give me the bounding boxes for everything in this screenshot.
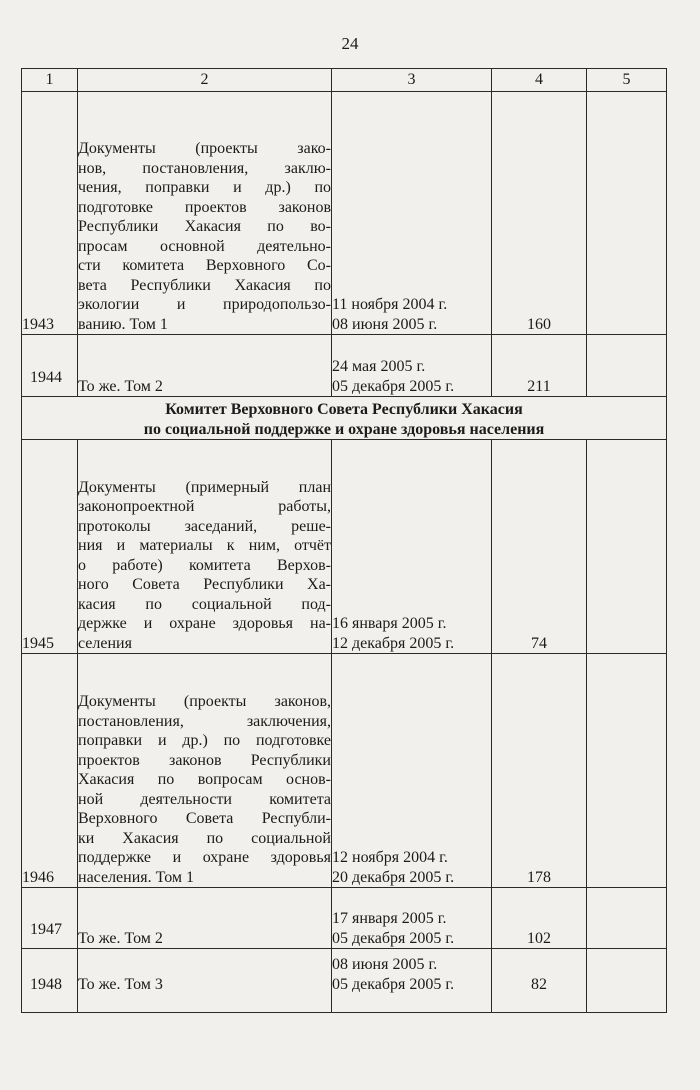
file-number: 1944 <box>22 335 78 397</box>
table-row <box>22 440 667 654</box>
file-title-line: селения <box>78 634 132 652</box>
column-number-header-row <box>22 69 667 92</box>
date-start: 24 мая 2005 г. <box>332 358 426 375</box>
date-end: 20 декабря 2005 г. <box>332 868 455 886</box>
date-end: 05 декабря 2005 г. <box>332 377 455 395</box>
file-title-line: Документы (примерный план <box>78 478 331 496</box>
archive-register-table <box>21 68 667 1013</box>
file-title-line: То же. Том 2 <box>78 377 163 395</box>
file-number: 1946 <box>22 654 78 888</box>
notes-cell <box>587 654 667 888</box>
file-title <box>78 654 332 888</box>
date-start: 08 июня 2005 г. <box>332 956 438 973</box>
file-title-line: держке и охране здоровья на- <box>78 615 331 632</box>
table-row <box>22 92 667 335</box>
file-title <box>78 440 332 654</box>
file-number: 1947 <box>22 888 78 949</box>
file-dates <box>332 440 492 654</box>
column-header-1: 1 <box>22 69 78 92</box>
file-title-line: протоколы заседаний, реше- <box>78 517 331 535</box>
section-heading <box>22 397 667 440</box>
file-title-line: чения, поправки и др.) по <box>78 179 331 196</box>
file-title-line: экологии и природопользо- <box>78 296 331 313</box>
date-end: 05 декабря 2005 г. <box>332 929 455 947</box>
date-start: 11 ноября 2004 г. <box>332 296 448 313</box>
notes-cell <box>587 440 667 654</box>
file-dates <box>332 92 492 335</box>
section-heading-line: по социальной поддержке и охране здоровья населения <box>143 420 545 438</box>
file-title <box>78 888 332 949</box>
date-end: 05 декабря 2005 г. <box>332 975 455 993</box>
file-title-line: То же. Том 2 <box>78 929 163 947</box>
file-dates <box>332 654 492 888</box>
file-title-line: нов, постановления, заклю- <box>78 159 331 177</box>
date-end: 12 декабря 2005 г. <box>332 634 455 652</box>
file-title-line: законопроектной работы, <box>78 498 331 515</box>
date-start: 16 января 2005 г. <box>332 615 447 632</box>
file-title-line: ки Хакасия по социальной <box>78 829 331 847</box>
sheet-count: 74 <box>492 440 587 654</box>
date-start: 12 ноября 2004 г. <box>332 849 448 866</box>
file-title-line: Документы (проекты законов, <box>78 693 331 710</box>
file-title-line: вета Республики Хакасия по <box>78 276 331 294</box>
notes-cell <box>587 92 667 335</box>
notes-cell <box>587 888 667 949</box>
file-title-line: ванию. Том 1 <box>78 315 168 333</box>
sheet-count: 178 <box>492 654 587 888</box>
notes-cell <box>587 949 667 1013</box>
file-title-line: Хакасия по вопросам основ- <box>78 771 331 788</box>
file-title-line: подготовке проектов законов <box>78 198 331 216</box>
file-title-line: ной деятельности комитета <box>78 790 331 808</box>
file-dates <box>332 335 492 397</box>
file-title-line: ного Совета Республики Ха- <box>78 576 331 593</box>
sheet-count: 82 <box>492 949 587 1013</box>
notes-cell <box>587 335 667 397</box>
file-title <box>78 949 332 1013</box>
file-number: 1948 <box>22 949 78 1013</box>
file-title-line: ния и материалы к ним, отчёт <box>78 537 331 554</box>
table-row <box>22 335 667 397</box>
sheet-count: 211 <box>492 335 587 397</box>
sheet-count: 160 <box>492 92 587 335</box>
file-title-line: просам основной деятельно- <box>78 237 331 255</box>
file-number: 1943 <box>22 92 78 335</box>
column-header-5: 5 <box>587 69 667 92</box>
file-dates <box>332 949 492 1013</box>
file-title-line: Республики Хакасия по во- <box>78 218 331 235</box>
section-heading-row <box>22 397 667 440</box>
file-title-line: поправки и др.) по подготовке <box>78 732 331 749</box>
file-title-line: о работе) комитета Верхов- <box>78 556 331 574</box>
file-title-line: населения. Том 1 <box>78 868 195 886</box>
file-title-line: Документы (проекты зако- <box>78 140 331 157</box>
file-title-line: проектов законов Республики <box>78 751 331 769</box>
page-number: 24 <box>341 34 359 53</box>
file-title-line: постановления, заключения, <box>78 712 331 730</box>
file-number: 1945 <box>22 440 78 654</box>
file-title-line: поддержке и охране здоровья <box>78 849 331 866</box>
section-heading-line: Комитет Верховного Совета Республики Хакасия <box>165 401 523 418</box>
column-header-4: 4 <box>492 69 587 92</box>
column-header-3: 3 <box>332 69 492 92</box>
file-title-line: То же. Том 3 <box>78 975 163 993</box>
date-start: 17 января 2005 г. <box>332 910 447 927</box>
file-title-line: касия по социальной под- <box>78 595 331 613</box>
table-row <box>22 654 667 888</box>
table-row <box>22 888 667 949</box>
sheet-count: 102 <box>492 888 587 949</box>
column-header-2: 2 <box>78 69 332 92</box>
date-end: 08 июня 2005 г. <box>332 315 438 333</box>
file-dates <box>332 888 492 949</box>
file-title-line: Верховного Совета Республи- <box>78 810 331 827</box>
file-title-line: сти комитета Верховного Со- <box>78 257 331 274</box>
table-row <box>22 949 667 1013</box>
file-title <box>78 92 332 335</box>
file-title <box>78 335 332 397</box>
